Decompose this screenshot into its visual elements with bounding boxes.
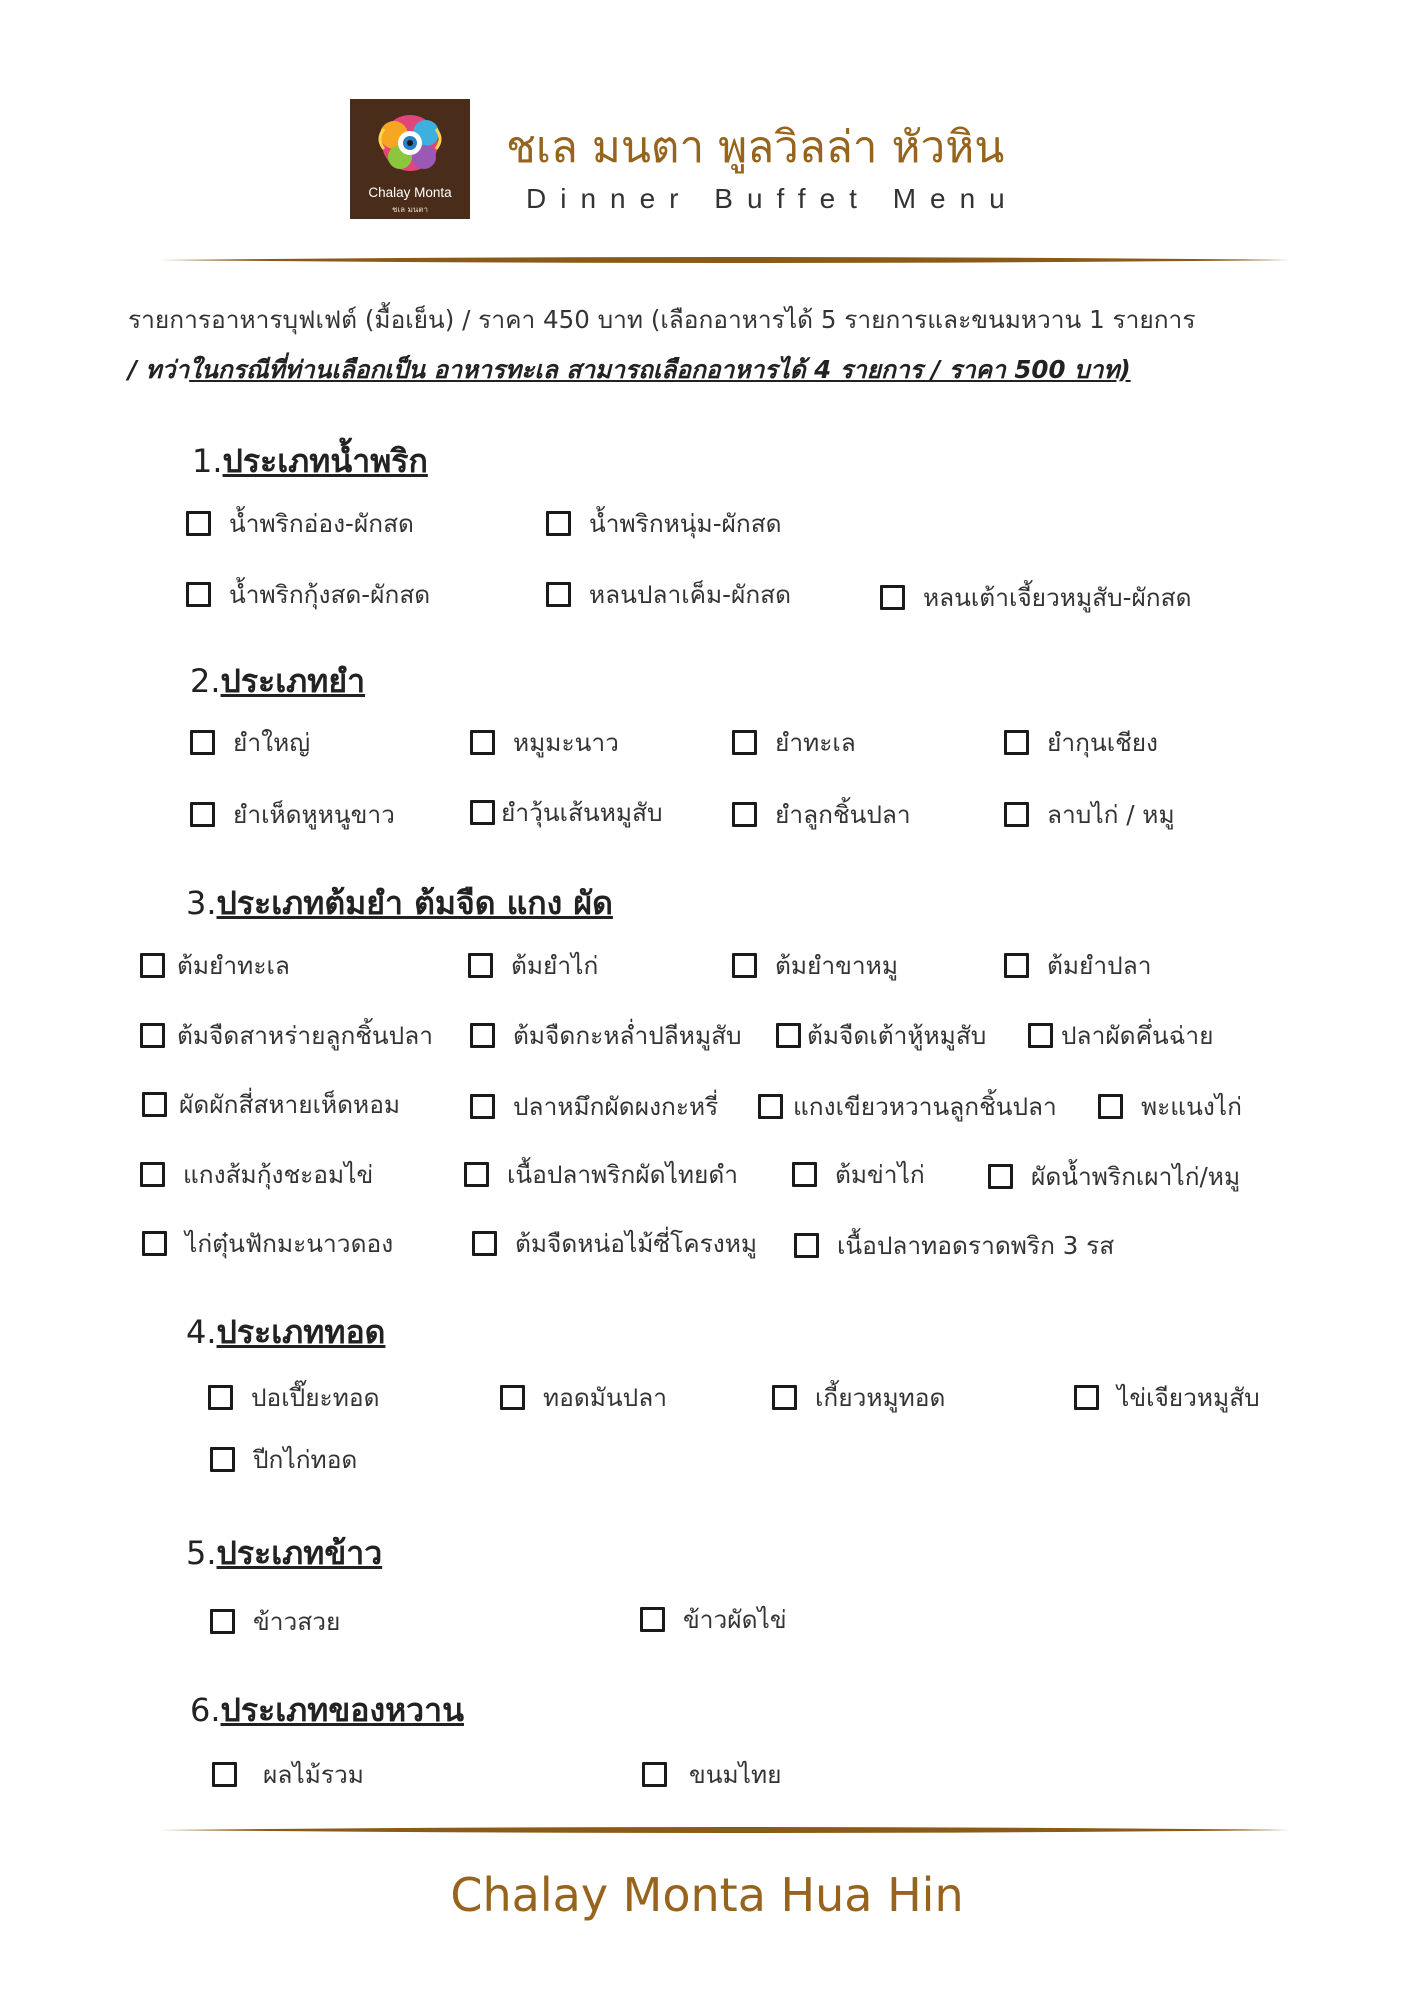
section-label: ประเภทยำ bbox=[220, 662, 366, 700]
section-title-6 bbox=[190, 1685, 464, 1736]
checkbox[interactable] bbox=[470, 730, 495, 755]
menu-item[interactable] bbox=[186, 575, 430, 614]
menu-item[interactable] bbox=[880, 578, 1192, 617]
logo-swirl-icon bbox=[350, 99, 470, 219]
menu-item[interactable] bbox=[140, 1016, 433, 1055]
menu-item-label: ต้มยำขาหมู bbox=[775, 951, 898, 980]
intro-note-prefix: / ทว่า bbox=[128, 355, 190, 384]
checkbox[interactable] bbox=[140, 953, 165, 978]
page-subtitle: Dinner Buffet Menu bbox=[526, 183, 1019, 214]
menu-item-label: ผัดน้ำพริกเผาไก่/หมู bbox=[1031, 1162, 1241, 1191]
bottom-divider bbox=[160, 1825, 1290, 1835]
footer-text: Chalay Monta Hua Hin bbox=[450, 1868, 964, 1922]
checkbox[interactable] bbox=[988, 1164, 1013, 1189]
checkbox[interactable] bbox=[140, 1023, 165, 1048]
menu-item-label: ต้มจืดเต้าหู้หมูสับ bbox=[807, 1021, 987, 1050]
section-number: 5. bbox=[186, 1534, 217, 1572]
menu-item-label: ปลาหมึกผัดผงกะหรี่ bbox=[513, 1092, 719, 1121]
checkbox[interactable] bbox=[732, 953, 757, 978]
menu-item-label: ลาบไก่ / หมู bbox=[1047, 800, 1175, 829]
checkbox[interactable] bbox=[190, 730, 215, 755]
menu-item-label: ไก่ตุ๋นฟักมะนาวดอง bbox=[185, 1229, 394, 1258]
menu-item[interactable] bbox=[500, 1378, 667, 1417]
menu-item[interactable] bbox=[142, 1224, 393, 1263]
menu-item-label: ยำวุ้นเส้นหมูสับ bbox=[501, 798, 663, 827]
menu-item[interactable] bbox=[1098, 1087, 1242, 1126]
menu-item[interactable] bbox=[142, 1085, 400, 1124]
section-label: ประเภทของหวาน bbox=[220, 1691, 464, 1729]
checkbox[interactable] bbox=[880, 585, 905, 610]
checkbox[interactable] bbox=[642, 1762, 667, 1787]
checkbox[interactable] bbox=[140, 1162, 165, 1187]
checkbox[interactable] bbox=[142, 1092, 167, 1117]
menu-item[interactable] bbox=[1004, 723, 1158, 762]
checkbox[interactable] bbox=[546, 582, 571, 607]
checkbox[interactable] bbox=[546, 511, 571, 536]
menu-item[interactable] bbox=[470, 723, 619, 762]
menu-item-label: ต้มจืดกะหล่ำปลีหมูสับ bbox=[513, 1021, 742, 1050]
section-title-3 bbox=[186, 878, 613, 929]
menu-item[interactable] bbox=[546, 504, 782, 543]
checkbox[interactable] bbox=[142, 1231, 167, 1256]
menu-item[interactable] bbox=[792, 1155, 925, 1194]
menu-item[interactable] bbox=[732, 723, 856, 762]
menu-item[interactable] bbox=[190, 723, 310, 762]
menu-item[interactable] bbox=[468, 946, 598, 985]
menu-item[interactable] bbox=[212, 1755, 364, 1794]
checkbox[interactable] bbox=[1028, 1023, 1053, 1048]
section-number: 2. bbox=[190, 662, 221, 700]
menu-item-label: ต้มข่าไก่ bbox=[835, 1160, 925, 1189]
section-title-4 bbox=[186, 1307, 385, 1358]
checkbox[interactable] bbox=[772, 1385, 797, 1410]
checkbox[interactable] bbox=[640, 1607, 665, 1632]
checkbox[interactable] bbox=[1004, 953, 1029, 978]
checkbox[interactable] bbox=[470, 1023, 495, 1048]
checkbox[interactable] bbox=[470, 1094, 495, 1119]
menu-item[interactable] bbox=[1004, 795, 1175, 834]
menu-item[interactable] bbox=[1074, 1378, 1260, 1417]
menu-item[interactable] bbox=[140, 1155, 373, 1194]
menu-item[interactable] bbox=[732, 795, 911, 834]
checkbox[interactable] bbox=[468, 953, 493, 978]
menu-item-label: ปลาผัดคึ่นฉ่าย bbox=[1061, 1021, 1214, 1050]
menu-item-label: เกี้ยวหมูทอด bbox=[815, 1383, 946, 1412]
section-number: 1. bbox=[192, 442, 223, 480]
menu-item-label: หลนเต้าเจี้ยวหมูสับ-ผักสด bbox=[923, 583, 1192, 612]
menu-item-label: ยำทะเล bbox=[775, 728, 856, 757]
menu-item[interactable] bbox=[464, 1155, 738, 1194]
section-title-1 bbox=[192, 436, 428, 487]
section-title-2 bbox=[190, 656, 365, 707]
menu-item-label: เนื้อปลาพริกผัดไทยดำ bbox=[507, 1160, 739, 1189]
menu-item[interactable] bbox=[470, 1016, 742, 1055]
section-title-5 bbox=[186, 1528, 382, 1579]
checkbox[interactable] bbox=[776, 1023, 801, 1048]
checkbox[interactable] bbox=[472, 1231, 497, 1256]
menu-item-label: ยำกุนเชียง bbox=[1047, 728, 1159, 757]
menu-item-label: พะแนงไก่ bbox=[1141, 1092, 1242, 1121]
menu-item-label: น้ำพริกกุ้งสด-ผักสด bbox=[229, 580, 431, 609]
menu-item[interactable] bbox=[186, 504, 414, 543]
checkbox[interactable] bbox=[792, 1162, 817, 1187]
checkbox[interactable] bbox=[794, 1233, 819, 1258]
menu-item-label: ต้มยำทะเล bbox=[177, 951, 290, 980]
menu-item-label: ไข่เจียวหมูสับ bbox=[1117, 1383, 1260, 1412]
logo-subtext: ชเล มนตา bbox=[391, 205, 429, 214]
menu-item[interactable] bbox=[772, 1378, 945, 1417]
checkbox[interactable] bbox=[1098, 1094, 1123, 1119]
menu-item-label: ปอเปี๊ยะทอด bbox=[251, 1383, 380, 1412]
section-label: ประเภทน้ำพริก bbox=[222, 442, 428, 480]
menu-item[interactable] bbox=[794, 1226, 1114, 1265]
checkbox[interactable] bbox=[208, 1385, 233, 1410]
menu-item-label: เนื้อปลาทอดราดพริก 3 รส bbox=[837, 1231, 1115, 1260]
menu-item[interactable] bbox=[210, 1602, 340, 1641]
menu-item-label: แกงส้มกุ้งชะอมไข่ bbox=[183, 1160, 374, 1189]
menu-item[interactable] bbox=[472, 1224, 757, 1263]
checkbox[interactable] bbox=[732, 802, 757, 827]
checkbox[interactable] bbox=[1004, 730, 1029, 755]
menu-item[interactable] bbox=[190, 795, 395, 834]
menu-item[interactable] bbox=[758, 1087, 1057, 1126]
intro-note-underlined: ในกรณีที่ท่านเลือกเป็น อาหารทะเล สามารถเลือกอาหารได้ 4 รายการ / ราคา 500 บาท) bbox=[189, 355, 1131, 384]
checkbox[interactable] bbox=[1004, 802, 1029, 827]
section-number: 6. bbox=[190, 1691, 221, 1729]
menu-item-label: น้ำพริกอ่อง-ผักสด bbox=[229, 509, 414, 538]
menu-item[interactable] bbox=[1004, 946, 1152, 985]
checkbox[interactable] bbox=[500, 1385, 525, 1410]
section-number: 4. bbox=[186, 1313, 217, 1351]
intro-note bbox=[128, 350, 1131, 389]
menu-item[interactable] bbox=[642, 1755, 781, 1794]
checkbox[interactable] bbox=[758, 1094, 783, 1119]
logo-text: Chalay Monta bbox=[368, 185, 452, 200]
top-divider bbox=[160, 255, 1290, 265]
menu-item[interactable] bbox=[988, 1157, 1240, 1196]
menu-item[interactable] bbox=[776, 1016, 986, 1055]
checkbox[interactable] bbox=[186, 511, 211, 536]
menu-item-label: ต้มจืดสาหร่ายลูกชิ้นปลา bbox=[177, 1021, 434, 1050]
menu-item-label: ปีกไก่ทอด bbox=[253, 1445, 358, 1474]
checkbox[interactable] bbox=[210, 1609, 235, 1634]
logo bbox=[350, 99, 470, 219]
menu-item-label: ผลไม้รวม bbox=[263, 1760, 364, 1789]
menu-item[interactable] bbox=[470, 1087, 718, 1126]
menu-item[interactable] bbox=[546, 575, 791, 614]
menu-item-label: ยำลูกชิ้นปลา bbox=[775, 800, 911, 829]
section-label: ประเภทข้าว bbox=[216, 1534, 383, 1572]
checkbox[interactable] bbox=[1074, 1385, 1099, 1410]
section-label: ประเภททอด bbox=[216, 1313, 386, 1351]
menu-item[interactable] bbox=[732, 946, 898, 985]
menu-item-label: ผัดผักสี่สหายเห็ดหอม bbox=[179, 1090, 401, 1119]
page-title: ชเล มนตา พูลวิลล่า หัวหิน bbox=[506, 122, 1005, 173]
menu-item-label: แกงเขียวหวานลูกชิ้นปลา bbox=[793, 1092, 1057, 1121]
menu-item-label: ยำใหญ่ bbox=[233, 728, 311, 757]
menu-item-label: ทอดมันปลา bbox=[543, 1383, 667, 1412]
section-number: 3. bbox=[186, 884, 217, 922]
checkbox[interactable] bbox=[190, 802, 215, 827]
menu-item[interactable] bbox=[140, 946, 290, 985]
checkbox[interactable] bbox=[470, 800, 495, 825]
menu-item[interactable] bbox=[1028, 1016, 1214, 1055]
menu-item-label: ต้มยำไก่ bbox=[511, 951, 599, 980]
checkbox[interactable] bbox=[186, 582, 211, 607]
menu-item-label: ขนมไทย bbox=[689, 1760, 782, 1789]
checkbox[interactable] bbox=[464, 1162, 489, 1187]
menu-item-label: น้ำพริกหนุ่ม-ผักสด bbox=[589, 509, 782, 538]
menu-item-label: ต้มจืดหน่อไม้ซี่โครงหมู bbox=[515, 1229, 758, 1258]
menu-item[interactable] bbox=[470, 793, 663, 832]
menu-item[interactable] bbox=[210, 1440, 357, 1479]
menu-item[interactable] bbox=[208, 1378, 379, 1417]
intro-text: รายการอาหารบุฟเฟต์ (มื้อเย็น) / ราคา 450 บาท (เลือกอาหารได้ 5 รายการและขนมหวาน 1 รายการ bbox=[128, 305, 1196, 334]
checkbox[interactable] bbox=[732, 730, 757, 755]
menu-item-label: ข้าวผัดไข่ bbox=[683, 1605, 787, 1634]
menu-item[interactable] bbox=[640, 1600, 787, 1639]
menu-item-label: ยำเห็ดหูหนูขาว bbox=[233, 800, 395, 829]
section-label: ประเภทต้มยำ ต้มจืด แกง ผัด bbox=[216, 884, 613, 922]
checkbox[interactable] bbox=[210, 1447, 235, 1472]
menu-item-label: หมูมะนาว bbox=[513, 728, 619, 757]
menu-item-label: หลนปลาเค็ม-ผักสด bbox=[589, 580, 792, 609]
menu-item-label: ต้มยำปลา bbox=[1047, 951, 1152, 980]
checkbox[interactable] bbox=[212, 1762, 237, 1787]
menu-item-label: ข้าวสวย bbox=[253, 1607, 341, 1636]
